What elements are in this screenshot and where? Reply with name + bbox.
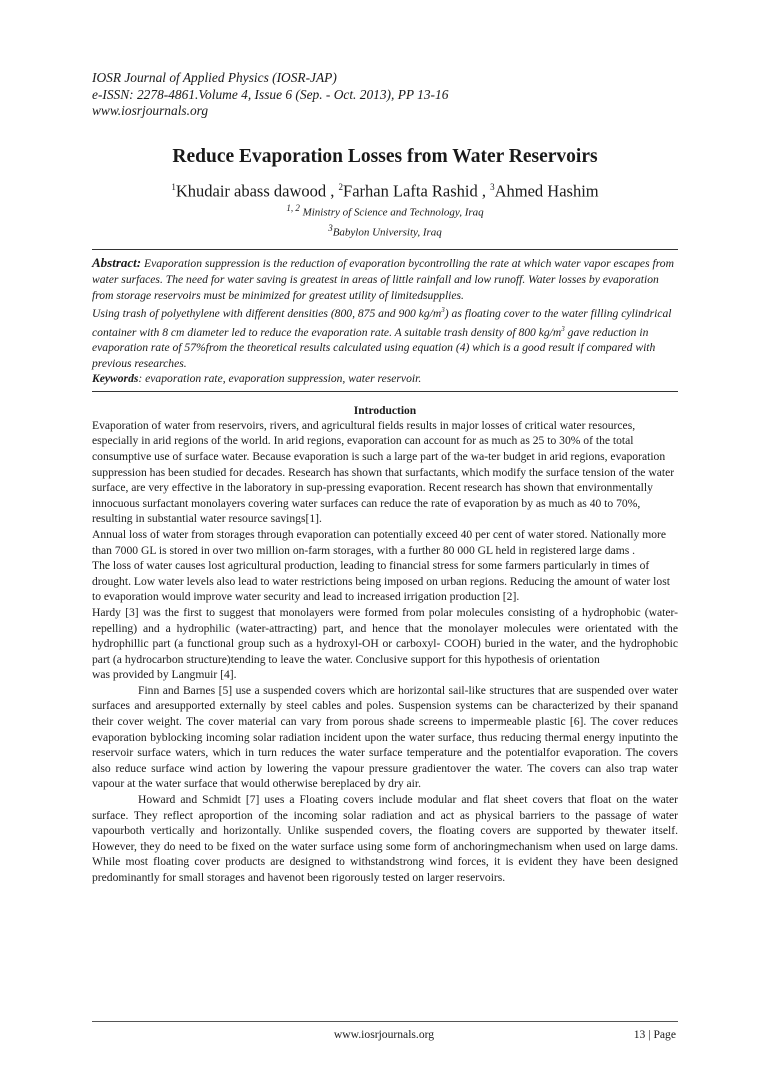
abstract-text-2b: ) as floating cover to the water filling cylindrical container with 8 cm diameter led to reduce the evaporation rate. A suitable trash density of 800 kg/m: [92, 306, 672, 339]
author-2-name: Farhan Lafta Rashid ,: [343, 181, 491, 200]
affiliation-1-sup: 1, 2: [286, 203, 300, 213]
issn-line: e-ISSN: 2278-4861.Volume 4, Issue 6 (Sep. - Oct. 2013), PP 13-16: [92, 86, 449, 102]
author-3-sup: 3: [490, 181, 495, 192]
intro-paragraph: Howard and Schmidt [7] uses a Floating covers include modular and flat sheet covers that float on the water surface. They reflect aproportion of the incoming solar radiation and act as physical barriers to the passage of water vapourboth vertically and horizontally. Unlike suspended covers, the floating covers are supported by thewater itself. However, they do need to be fixed on the water surface using some form of anchoringmechanism when used on large dams. While most floating cover products are designed to withstandstrong wind forces, it is evident they have been designed predominantly for small storages and havenot been rigorously tested on larger reservoirs.: [92, 793, 678, 884]
intro-paragraph: Finn and Barnes [5] use a suspended covers which are horizontal sail-like structures that are suspended over water surfaces and aresupported externally by steel cables and poles. Suspension systems can be characterized by their spanand their cover weight. The cover material can vary from porous shade screens to impermeable plastic [6]. The cover reduces evaporation byblocking incoming solar radiation incident upon the water surface, thus reducing thermal energy inputinto the reservoir surface waters, which in turn reduces the water surface temperature and the potentialfor evaporation. The covers also reduce surface wind action by lowering the vapour pressure gradientover the water. The covers can also trap water vapour at the water surface that would otherwise bereplaced by dry air.: [92, 683, 678, 791]
abstract-paragraph-1: [92, 255, 678, 303]
abstract-paragraph-2: [92, 303, 678, 371]
introduction-body: [92, 418, 678, 886]
author-list: [92, 177, 678, 202]
page-content: [92, 70, 678, 886]
abstract-bottom-rule: [92, 391, 678, 392]
affiliation-2: [92, 221, 678, 241]
abstract-sup-2: 3: [561, 324, 565, 333]
intro-paragraph: was provided by Langmuir [4].: [92, 668, 237, 682]
abstract-top-rule: [92, 249, 678, 250]
abstract-sup-1: 3: [441, 306, 445, 315]
abstract-text-2c: gave reduction in evaporation rate of 57%from the theoretical results calculated using equation (4) which is a good result if compared with previous researches.: [92, 325, 656, 370]
affiliation-1-text: Ministry of Science and Technology, Iraq: [302, 206, 484, 219]
journal-name: IOSR Journal of Applied Physics (IOSR-JAP): [92, 70, 337, 85]
author-1-sup: 1: [171, 181, 176, 192]
footer-rule: [92, 1021, 678, 1022]
paper-title: Reduce Evaporation Losses from Water Reservoirs: [172, 145, 598, 167]
footer-website[interactable]: www.iosrjournals.org: [333, 1028, 435, 1041]
introduction-heading: Introduction: [353, 404, 417, 417]
author-1-name: Khudair abass dawood ,: [175, 181, 339, 200]
journal-website[interactable]: www.iosrjournals.org: [92, 103, 209, 118]
author-3-name: Ahmed Hashim: [494, 181, 599, 200]
affiliation-2-sup: 3: [328, 222, 333, 233]
abstract-label: Abstract:: [92, 255, 142, 271]
keywords-line: [92, 371, 678, 387]
footer-page-number: 13 | Page: [633, 1028, 676, 1041]
intro-paragraph: Annual loss of water from storages through evaporation can potentially exceed 40 per cent of water stored. Nationally more than 7000 GL is stored in over two million on-farm storages, with a further 80 000 GL held in registered large dams .: [92, 527, 667, 557]
keywords-text: : evaporation rate, evaporation suppression, water reservoir.: [138, 372, 422, 386]
intro-paragraph: Evaporation of water from reservoirs, rivers, and agricultural fields results in major losses of critical water resources, especially in arid regions of the world. In arid regions, evaporation can account for as much as 25 to 30% of the total consumptive use of surface water. Because evaporation is such a large part of the wa-ter budget in arid regions, evaporation suppression has been studied for decades. Research has shown that surfactants, which modify the surface tension of the water surface, are very effective in the laboratory in sup-pressing evaporation. Recent research has shown that environmentally innocuous surfactant monolayers covering water surfaces can reduce the rate of evaporation by as much as 40 to 70%, resulting in substantial water resource savings[1].: [92, 418, 675, 526]
abstract-block: [92, 255, 678, 386]
affiliation-2-text: Babylon University, Iraq: [332, 226, 442, 239]
affiliation-1: [92, 201, 678, 221]
author-2-sup: 2: [338, 181, 344, 192]
intro-paragraph: The loss of water causes lost agricultural production, leading to financial stress for some farmers particularly in times of drought. Low water levels also lead to water restrictions being imposed on urban regions. Reducing the amount of water lost to evaporation would improve water security and lead to increased irrigation production [2].: [92, 559, 670, 604]
abstract-text-1: Evaporation suppression is the reduction of evaporation bycontrolling the rate at which water vapor escapes from water surfaces. The need for water saving is greatest in areas of little rainfall and low runoff. Water losses by evaporation from storage reservoirs must be minimized for greatest utility of limitedsupplies.: [92, 257, 674, 302]
abstract-text-2a: Using trash of polyethylene with different densities (800, 875 and 900 kg/m: [92, 306, 442, 320]
intro-paragraph: Hardy [3] was the first to suggest that monolayers were formed from polar molecules consisting of a hydrophobic (water-repelling) and a hydrophilic (water-attracting) part, and hence that the monolayer molecules were orientated with the hydrophillic part (a functional group such as a hydroxyl-OH or carboxyl- COOH) buried in the water, and the hydrophobic part (a hydrocarbon structure)tending to leave the water. Conclusive support for this hypothesis of orientation: [92, 605, 678, 666]
keywords-label: Keywords: [92, 372, 139, 386]
journal-header: [92, 70, 678, 120]
